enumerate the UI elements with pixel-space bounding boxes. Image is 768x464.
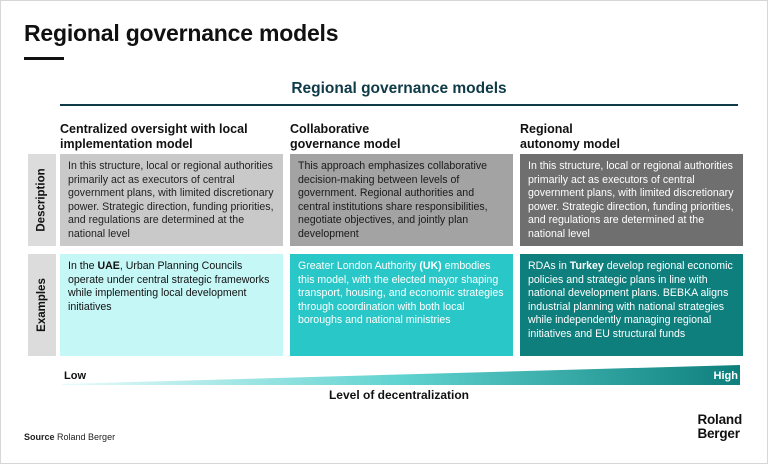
example-text: , Urban Planning Councils operate under central strategic frameworks while implementing local development initiatives: [68, 260, 270, 313]
example-country: UAE: [97, 260, 120, 272]
decentralization-gradient-wedge: [62, 365, 740, 385]
example-country: (UK): [419, 260, 442, 272]
column-heading-line: Centralized oversight with local: [60, 122, 248, 136]
title-underline: [24, 57, 64, 60]
row-label-examples: Examples: [36, 278, 49, 332]
example-cell-autonomy: [520, 254, 743, 356]
column-heading-line: Regional: [520, 122, 573, 136]
example-text: Greater London Authority: [298, 260, 420, 272]
roland-berger-logo: [697, 413, 742, 441]
example-cell-centralized: [60, 254, 283, 356]
example-cell-collaborative: [290, 254, 513, 356]
row-label-examples-box: [28, 254, 56, 356]
column-heading-centralized: [60, 122, 280, 152]
row-label-description: Description: [36, 168, 49, 232]
column-heading-autonomy: [520, 122, 740, 152]
diagram-subtitle: Regional governance models: [291, 80, 507, 97]
subtitle-rule: [60, 104, 738, 106]
example-country: Turkey: [569, 260, 604, 272]
description-cell-autonomy: In this structure, local or regional authorities primarily act as executors of central government plans, with limited discretionary power. Strategic direction, funding priorities, and regulations are determined at the national level: [520, 154, 743, 246]
scale-low-label: Low: [64, 370, 86, 382]
example-text: RDAs in: [528, 260, 570, 272]
source-text: Roland Berger: [57, 432, 116, 442]
description-cell-collaborative: This approach emphasizes collaborative decision-making between levels of government. Regional authorities and central institutions share responsibilities, negotiate objectives, and jointly plan development: [290, 154, 513, 246]
example-text: In the: [68, 260, 98, 272]
column-heading-line: implementation model: [60, 137, 193, 151]
column-heading-line: governance model: [290, 137, 401, 151]
source-note: [24, 432, 115, 442]
row-label-description-box: [28, 154, 56, 246]
scale-high-label: High: [713, 370, 738, 382]
gradient-wedge-shape: [62, 365, 740, 385]
column-heading-line: Collaborative: [290, 122, 370, 136]
example-text: develop regional economic policies and strategic plans in line with national development plans. BEBKA aligns industrial planning with national strategies while independently managing regional initiatives and EU structural funds: [528, 260, 733, 340]
scale-title: Level of decentralization: [328, 388, 470, 402]
logo-line: Roland: [697, 412, 742, 427]
example-text: embodies this model, with the elected mayor shaping transport, housing, and economic strategies through coordination with both local boroughs and national ministries: [298, 260, 504, 327]
page-title: Regional governance models: [24, 20, 339, 46]
description-cell-centralized: In this structure, local or regional authorities primarily act as executors of central government plans, with limited discretionary power. Strategic direction, funding priorities, and regulations are determined at the national level: [60, 154, 283, 246]
logo-line: Berger: [697, 426, 740, 441]
source-label: Source: [24, 432, 55, 442]
column-heading-line: autonomy model: [520, 137, 621, 151]
column-heading-collaborative: [290, 122, 510, 152]
